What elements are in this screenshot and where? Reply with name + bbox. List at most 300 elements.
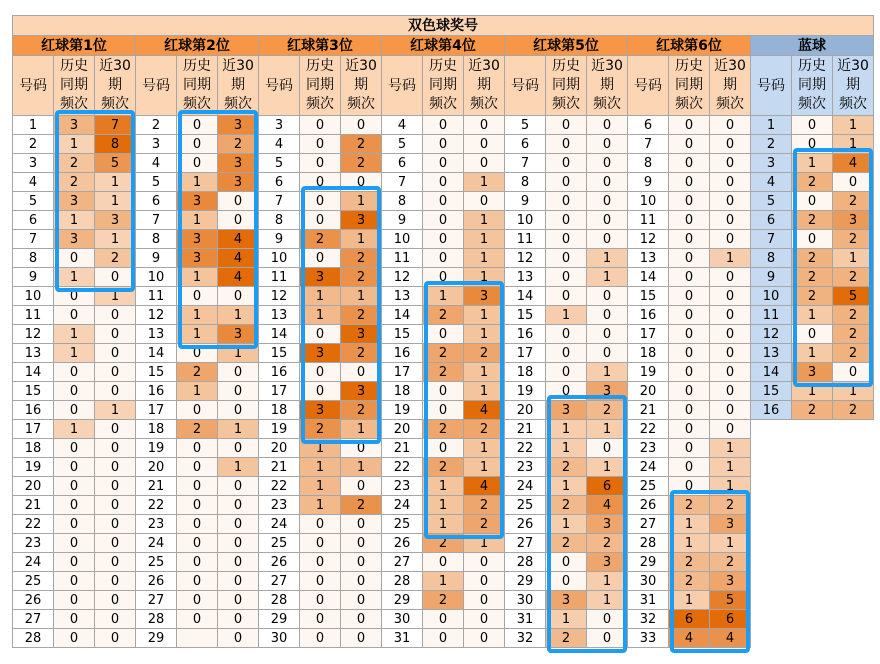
blue-ball-history-cell: 0 [791,229,833,249]
recent30-header-line: 频次 [839,96,867,112]
red-position-3-recent30-cell: 1 [340,229,382,249]
red-position-6-number-cell: 18 [627,343,669,363]
red-position-4-history-cell: 0 [422,172,464,192]
red-position-4-history-cell: 1 [422,476,464,496]
blue-ball-history-cell: 1 [791,153,833,173]
red-position-5-number-cell: 20 [504,400,546,420]
red-position-1-history-cell: 3 [53,229,95,249]
red-position-2-recent30-cell: 3 [217,115,259,135]
red-position-3-history-cell: 0 [299,153,341,173]
red-position-6-recent30-cell: 4 [709,628,751,648]
red-position-1-recent30-cell: 7 [94,115,136,135]
red-position-1-recent30-header [94,55,136,116]
blue-ball-recent30-cell: 2 [832,267,874,287]
red-position-1-recent30-cell: 0 [94,305,136,325]
red-position-4-number-cell: 4 [381,115,423,135]
red-position-5-recent30-cell: 1 [586,419,628,439]
red-position-4-number-cell: 15 [381,324,423,344]
red-position-5-history-cell: 0 [545,381,587,401]
red-position-3-number-cell: 4 [258,134,300,154]
red-position-5-recent30-cell: 0 [586,609,628,629]
red-position-3-number-cell: 24 [258,514,300,534]
blue-ball-history-cell: 3 [791,362,833,382]
history-header-line: 同期 [60,77,88,93]
red-position-5-recent30-cell: 0 [586,343,628,363]
red-position-4-recent30-cell: 1 [463,248,505,268]
red-position-5-history-cell: 2 [545,495,587,515]
red-position-5-number-cell: 7 [504,153,546,173]
blue-ball-recent30-cell: 1 [832,248,874,268]
red-position-2-number-cell: 13 [135,324,177,344]
red-position-5-number-cell: 21 [504,419,546,439]
red-position-1-recent30-cell: 1 [94,172,136,192]
red-position-2-history-cell: 2 [176,419,218,439]
red-position-4-number-header: 号码 [381,55,423,116]
red-position-2-number-cell: 3 [135,134,177,154]
red-position-5-history-cell: 0 [545,210,587,230]
red-position-1-recent30-cell: 0 [94,438,136,458]
red-position-6-number-cell: 15 [627,286,669,306]
red-position-1-recent30-cell: 1 [94,286,136,306]
red-position-4-recent30-cell: 4 [463,476,505,496]
red-position-1-history-cell: 3 [53,115,95,135]
red-position-6-recent30-cell: 0 [709,419,751,439]
red-position-2-recent30-cell: 3 [217,324,259,344]
recent30-header-line: 频次 [347,96,375,112]
red-position-6-recent30-cell: 3 [709,571,751,591]
red-position-4-number-cell: 20 [381,419,423,439]
red-position-2-history-cell: 1 [176,381,218,401]
red-position-2-number-cell: 21 [135,476,177,496]
red-position-4-number-cell: 26 [381,533,423,553]
red-position-6-history-cell: 0 [668,191,710,211]
red-position-2-number-cell: 27 [135,590,177,610]
blue-ball-number-cell: 9 [750,267,792,287]
red-position-1-number-cell: 26 [12,590,54,610]
red-position-1-history-cell: 1 [53,134,95,154]
red-position-3-history-cell: 1 [299,476,341,496]
red-position-4-number-cell: 13 [381,286,423,306]
history-header-line: 频次 [429,96,457,112]
red-position-6-history-cell: 0 [668,419,710,439]
red-position-1-recent30-cell: 0 [94,362,136,382]
red-position-2-history-cell: 0 [176,476,218,496]
red-position-1-number-cell: 4 [12,172,54,192]
red-position-6-recent30-cell: 0 [709,400,751,420]
red-position-1-history-cell: 1 [53,267,95,287]
red-position-3-history-cell: 0 [299,191,341,211]
recent30-header-line: 近30 [714,58,746,74]
recent30-header-line: 期 [354,77,368,93]
red-position-4-recent30-cell: 0 [463,609,505,629]
red-position-6-recent30-cell: 0 [709,324,751,344]
red-position-6-number-cell: 12 [627,229,669,249]
blue-ball-recent30-cell: 3 [832,210,874,230]
red-position-1-number-cell: 21 [12,495,54,515]
red-position-1-number-cell: 22 [12,514,54,534]
red-position-2-recent30-cell: 0 [217,552,259,572]
red-position-6-number-header: 号码 [627,55,669,116]
blue-ball-group-header: 蓝球 [750,35,874,56]
red-position-6-number-cell: 19 [627,362,669,382]
red-position-5-recent30-cell: 3 [586,514,628,534]
red-position-4-history-cell: 1 [422,514,464,534]
red-position-4-history-cell: 0 [422,153,464,173]
red-position-1-recent30-cell: 5 [94,153,136,173]
red-position-6-history-header [668,55,710,116]
red-position-4-number-cell: 14 [381,305,423,325]
red-position-1-number-cell: 5 [12,191,54,211]
red-position-1-number-cell: 8 [12,248,54,268]
red-position-6-number-cell: 8 [627,153,669,173]
red-position-3-recent30-cell: 2 [340,134,382,154]
red-position-5-recent30-cell: 6 [586,476,628,496]
blue-ball-number-cell: 13 [750,343,792,363]
blue-ball-number-cell: 6 [750,210,792,230]
red-position-1-number-cell: 17 [12,419,54,439]
table-title: 双色球奖号 [12,15,874,36]
red-position-6-number-cell: 11 [627,210,669,230]
red-position-6-history-cell: 0 [668,172,710,192]
red-position-6-recent30-cell: 0 [709,210,751,230]
red-position-5-number-cell: 6 [504,134,546,154]
red-position-2-history-cell: 0 [176,134,218,154]
red-position-5-recent30-cell: 0 [586,438,628,458]
red-position-4-number-cell: 12 [381,267,423,287]
red-position-6-number-cell: 17 [627,324,669,344]
red-position-1-recent30-cell: 0 [94,476,136,496]
red-position-3-history-cell: 0 [299,552,341,572]
red-position-5-history-cell: 0 [545,362,587,382]
red-position-3-number-cell: 8 [258,210,300,230]
red-position-2-number-cell: 19 [135,438,177,458]
red-position-3-history-cell: 3 [299,267,341,287]
red-position-4-history-cell: 0 [422,210,464,230]
blue-ball-number-header: 号码 [750,55,792,116]
red-position-3-recent30-cell: 1 [340,419,382,439]
red-position-5-recent30-cell: 0 [586,153,628,173]
red-position-4-number-cell: 8 [381,191,423,211]
red-position-6-history-cell: 0 [668,381,710,401]
red-position-5-history-cell: 2 [545,628,587,648]
red-position-3-recent30-cell: 3 [340,381,382,401]
red-position-3-recent30-cell: 0 [340,362,382,382]
red-position-6-number-cell: 6 [627,115,669,135]
recent30-header-line: 频次 [470,96,498,112]
history-header-line: 频次 [306,96,334,112]
red-position-6-number-cell: 20 [627,381,669,401]
recent30-header-line: 近30 [222,58,254,74]
red-position-5-history-cell: 0 [545,267,587,287]
recent30-header-line: 期 [846,77,860,93]
red-position-5-recent30-cell: 0 [586,628,628,648]
red-position-6-history-cell: 0 [668,457,710,477]
red-position-6-history-cell: 0 [668,362,710,382]
red-position-4-number-cell: 17 [381,362,423,382]
red-position-6-number-cell: 33 [627,628,669,648]
red-position-4-recent30-cell: 0 [463,571,505,591]
red-position-1-history-cell: 0 [53,305,95,325]
red-position-2-number-cell: 24 [135,533,177,553]
red-position-4-number-cell: 11 [381,248,423,268]
red-position-3-recent30-cell: 0 [340,533,382,553]
red-position-4-recent30-cell: 0 [463,590,505,610]
red-position-5-recent30-cell: 0 [586,115,628,135]
red-position-1-history-cell: 1 [53,419,95,439]
red-position-3-number-cell: 23 [258,495,300,515]
red-position-1-history-cell: 0 [53,571,95,591]
blue-ball-number-cell: 5 [750,191,792,211]
red-position-3-history-cell: 0 [299,381,341,401]
red-position-2-recent30-cell: 0 [217,191,259,211]
red-position-1-history-cell: 0 [53,457,95,477]
red-position-6-recent30-cell: 0 [709,153,751,173]
red-position-5-history-cell: 0 [545,229,587,249]
red-position-6-recent30-cell: 0 [709,229,751,249]
red-position-1-history-cell: 0 [53,628,95,648]
red-position-4-recent30-cell: 0 [463,115,505,135]
red-position-1-number-cell: 18 [12,438,54,458]
blue-ball-number-cell: 3 [750,153,792,173]
red-position-5-recent30-cell: 1 [586,267,628,287]
red-position-3-recent30-cell: 0 [340,552,382,572]
red-position-2-number-cell: 15 [135,362,177,382]
red-position-2-history-cell: 3 [176,191,218,211]
red-position-6-number-cell: 7 [627,134,669,154]
blue-ball-number-cell: 14 [750,362,792,382]
history-header-line: 频次 [183,96,211,112]
red-position-6-recent30-cell: 1 [709,457,751,477]
red-position-1-recent30-cell: 0 [94,552,136,572]
red-position-6-history-cell: 0 [668,343,710,363]
red-position-6-number-cell: 13 [627,248,669,268]
red-position-1-number-cell: 14 [12,362,54,382]
red-position-3-number-cell: 16 [258,362,300,382]
red-position-4-history-cell: 0 [422,267,464,287]
red-position-3-number-cell: 15 [258,343,300,363]
red-position-4-recent30-cell: 1 [463,210,505,230]
recent30-header-line: 近30 [345,58,377,74]
red-position-1-recent30-cell: 0 [94,381,136,401]
red-position-5-number-cell: 25 [504,495,546,515]
red-position-3-history-cell: 0 [299,362,341,382]
red-position-3-recent30-cell: 1 [340,191,382,211]
red-position-4-recent30-cell: 3 [463,286,505,306]
red-position-6-group-header: 红球第6位 [627,35,751,56]
red-position-5-number-cell: 10 [504,210,546,230]
blue-ball-recent30-cell: 1 [832,115,874,135]
red-position-2-recent30-cell: 0 [217,628,259,648]
red-position-6-history-cell: 0 [668,267,710,287]
red-position-5-history-cell: 1 [545,438,587,458]
red-position-1-recent30-cell: 2 [94,248,136,268]
red-position-2-recent30-cell: 1 [217,305,259,325]
red-position-4-number-cell: 24 [381,495,423,515]
red-position-4-number-cell: 21 [381,438,423,458]
red-position-6-number-cell: 16 [627,305,669,325]
red-position-6-history-cell: 0 [668,476,710,496]
red-position-2-number-cell: 10 [135,267,177,287]
red-position-6-number-cell: 24 [627,457,669,477]
red-position-1-history-cell: 0 [53,590,95,610]
blue-ball-history-cell: 2 [791,172,833,192]
red-position-5-recent30-cell: 0 [586,191,628,211]
red-position-1-number-cell: 16 [12,400,54,420]
red-position-6-recent30-cell: 6 [709,609,751,629]
red-position-4-history-header [422,55,464,116]
red-position-4-recent30-cell: 1 [463,172,505,192]
red-position-6-recent30-cell: 2 [709,495,751,515]
red-position-1-number-cell: 15 [12,381,54,401]
red-position-1-history-cell: 0 [53,362,95,382]
red-position-1-history-cell: 0 [53,400,95,420]
red-position-1-number-cell: 3 [12,153,54,173]
red-position-4-recent30-cell: 4 [463,400,505,420]
red-position-6-recent30-cell: 0 [709,381,751,401]
blue-ball-history-cell: 2 [791,248,833,268]
red-position-2-number-cell: 26 [135,571,177,591]
red-position-1-number-cell: 25 [12,571,54,591]
red-position-3-history-cell: 3 [299,400,341,420]
red-position-1-recent30-cell: 0 [94,590,136,610]
red-position-3-history-cell: 0 [299,134,341,154]
red-position-1-history-cell: 2 [53,172,95,192]
red-position-6-recent30-cell: 0 [709,343,751,363]
red-position-1-history-cell: 0 [53,533,95,553]
red-position-4-recent30-header [463,55,505,116]
red-position-1-number-cell: 20 [12,476,54,496]
red-position-3-history-cell: 0 [299,172,341,192]
red-position-6-history-cell: 6 [668,609,710,629]
red-position-6-recent30-cell: 1 [709,533,751,553]
red-position-1-history-cell: 0 [53,476,95,496]
red-position-4-recent30-cell: 1 [463,362,505,382]
red-position-5-recent30-cell: 1 [586,457,628,477]
red-position-4-history-cell: 0 [422,134,464,154]
red-position-3-recent30-cell: 3 [340,324,382,344]
red-position-3-recent30-cell: 2 [340,153,382,173]
recent30-header-line: 频次 [101,96,129,112]
red-position-2-history-cell: 1 [176,305,218,325]
red-position-4-history-cell: 0 [422,191,464,211]
red-position-5-history-cell: 1 [545,609,587,629]
red-position-6-number-cell: 22 [627,419,669,439]
red-position-3-history-cell: 0 [299,248,341,268]
red-position-5-history-cell: 1 [545,476,587,496]
red-position-1-history-cell: 1 [53,324,95,344]
red-position-2-recent30-cell: 4 [217,248,259,268]
red-position-6-number-cell: 32 [627,609,669,629]
red-position-5-recent30-cell: 4 [586,495,628,515]
red-position-5-recent30-cell: 2 [586,533,628,553]
history-header-line: 历史 [60,58,88,74]
red-position-2-number-cell: 12 [135,305,177,325]
red-position-3-number-cell: 20 [258,438,300,458]
red-position-5-number-cell: 18 [504,362,546,382]
red-position-4-recent30-cell: 1 [463,324,505,344]
red-position-6-history-cell: 2 [668,552,710,572]
red-position-4-recent30-cell: 0 [463,628,505,648]
red-position-4-recent30-cell: 1 [463,533,505,553]
red-position-4-recent30-cell: 0 [463,134,505,154]
red-position-2-number-cell: 17 [135,400,177,420]
red-position-5-history-cell: 0 [545,191,587,211]
red-position-1-number-cell: 24 [12,552,54,572]
red-position-1-number-cell: 1 [12,115,54,135]
recent30-header-line: 频次 [716,96,744,112]
blue-ball-recent30-cell: 0 [832,172,874,192]
recent30-header-line: 期 [600,77,614,93]
red-position-2-recent30-cell: 0 [217,438,259,458]
red-position-2-number-cell: 28 [135,609,177,629]
red-position-4-recent30-cell: 0 [463,191,505,211]
red-position-6-recent30-cell: 0 [709,286,751,306]
red-position-6-history-cell: 0 [668,210,710,230]
red-position-1-number-cell: 13 [12,343,54,363]
red-position-5-history-cell: 1 [545,305,587,325]
blue-ball-history-cell: 1 [791,305,833,325]
red-position-5-history-cell: 0 [545,134,587,154]
red-position-6-number-cell: 9 [627,172,669,192]
history-header-line: 同期 [306,77,334,93]
red-position-4-history-cell: 0 [422,400,464,420]
red-position-3-recent30-cell: 3 [340,210,382,230]
red-position-1-number-cell: 10 [12,286,54,306]
red-position-1-history-cell: 0 [53,438,95,458]
red-position-3-number-cell: 26 [258,552,300,572]
red-position-5-recent30-header [586,55,628,116]
red-position-5-number-cell: 24 [504,476,546,496]
red-position-3-history-cell: 0 [299,210,341,230]
red-position-1-recent30-cell: 0 [94,609,136,629]
red-position-6-history-cell: 0 [668,134,710,154]
red-position-1-number-cell: 9 [12,267,54,287]
red-position-3-number-cell: 29 [258,609,300,629]
red-position-5-number-cell: 26 [504,514,546,534]
red-position-3-recent30-cell: 1 [340,457,382,477]
red-position-1-number-cell: 28 [12,628,54,648]
red-position-4-number-cell: 27 [381,552,423,572]
red-position-1-recent30-cell: 0 [94,267,136,287]
blue-ball-recent30-cell: 1 [832,134,874,154]
red-position-2-number-header: 号码 [135,55,177,116]
red-position-2-recent30-cell: 4 [217,229,259,249]
red-position-6-history-cell: 1 [668,533,710,553]
history-header-line: 同期 [798,77,826,93]
red-position-2-history-header [176,55,218,116]
red-position-5-number-cell: 19 [504,381,546,401]
red-position-3-recent30-cell: 0 [340,115,382,135]
red-position-1-number-cell: 23 [12,533,54,553]
recent30-header-line: 期 [477,77,491,93]
history-header-line: 频次 [552,96,580,112]
red-position-3-history-cell: 0 [299,514,341,534]
red-position-2-history-cell: 2 [176,362,218,382]
red-position-2-number-cell: 25 [135,552,177,572]
red-position-6-number-cell: 25 [627,476,669,496]
red-position-6-number-cell: 14 [627,267,669,287]
blue-ball-history-cell: 0 [791,191,833,211]
red-position-4-recent30-cell: 2 [463,343,505,363]
red-position-2-history-cell: 3 [176,248,218,268]
red-position-1-history-header [53,55,95,116]
red-position-5-history-cell: 1 [545,514,587,534]
red-position-2-recent30-cell: 0 [217,571,259,591]
red-position-3-history-cell: 0 [299,590,341,610]
history-header-line: 同期 [429,77,457,93]
red-position-2-number-cell: 29 [135,628,177,648]
red-position-5-number-cell: 28 [504,552,546,572]
